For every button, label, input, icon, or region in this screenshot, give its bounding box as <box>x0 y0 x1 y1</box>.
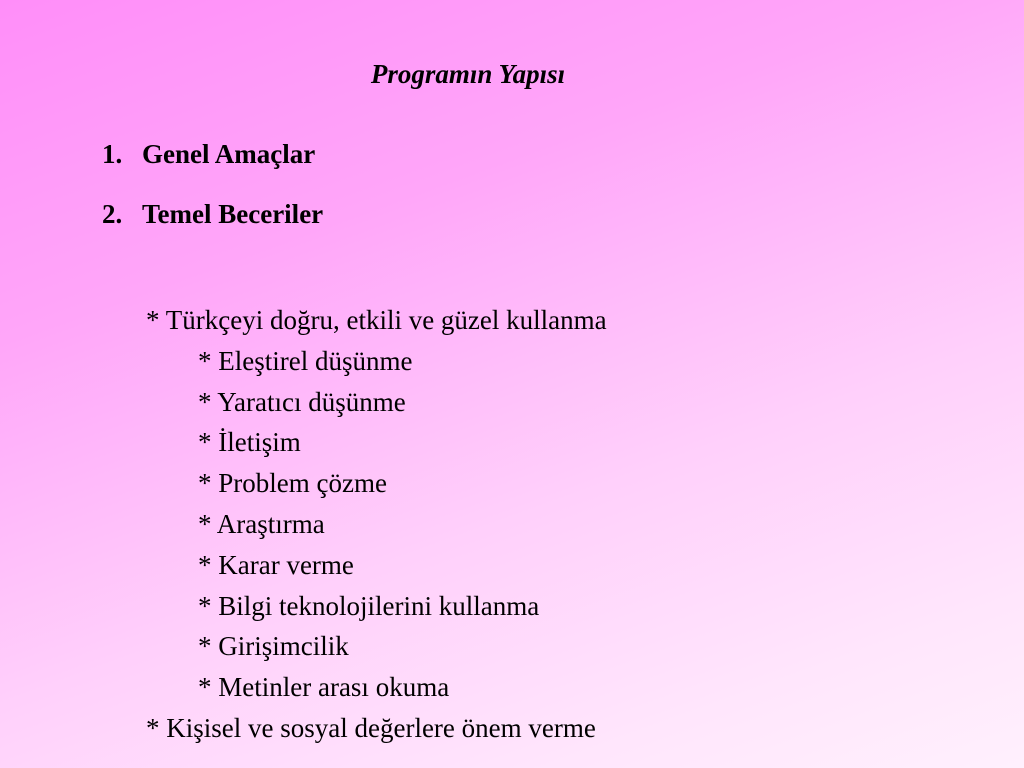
bullet-item: * Problem çözme <box>198 468 387 499</box>
bullet-item: * Kişisel ve sosyal değerlere önem verme <box>146 712 596 743</box>
section-item-temel-beceriler <box>102 196 323 232</box>
section-item-genel-amaclar <box>102 136 315 172</box>
section-number: 1. <box>102 139 123 169</box>
bullet-item: * Türkçeyi doğru, etkili ve güzel kullanma <box>146 305 607 335</box>
bullet-item: * Girişimcilik <box>198 631 349 662</box>
bullet-item: * Karar verme <box>198 549 354 580</box>
section-label: Temel Beceriler <box>142 199 324 229</box>
skills-bullet-list <box>146 300 607 749</box>
bullet-item: * Metinler arası okuma <box>198 672 450 703</box>
section-number: 2. <box>102 199 123 229</box>
slide-title: Programın Yapısı <box>370 59 566 89</box>
section-label: Genel Amaçlar <box>142 139 316 169</box>
bullet-item: * İletişim <box>198 427 301 458</box>
bullet-item: * Araştırma <box>198 508 325 539</box>
bullet-item: * Bilgi teknolojilerini kullanma <box>198 590 540 621</box>
bullet-item: * Eleştirel düşünme <box>198 345 413 376</box>
bullet-item: * Yaratıcı düşünme <box>198 386 406 417</box>
